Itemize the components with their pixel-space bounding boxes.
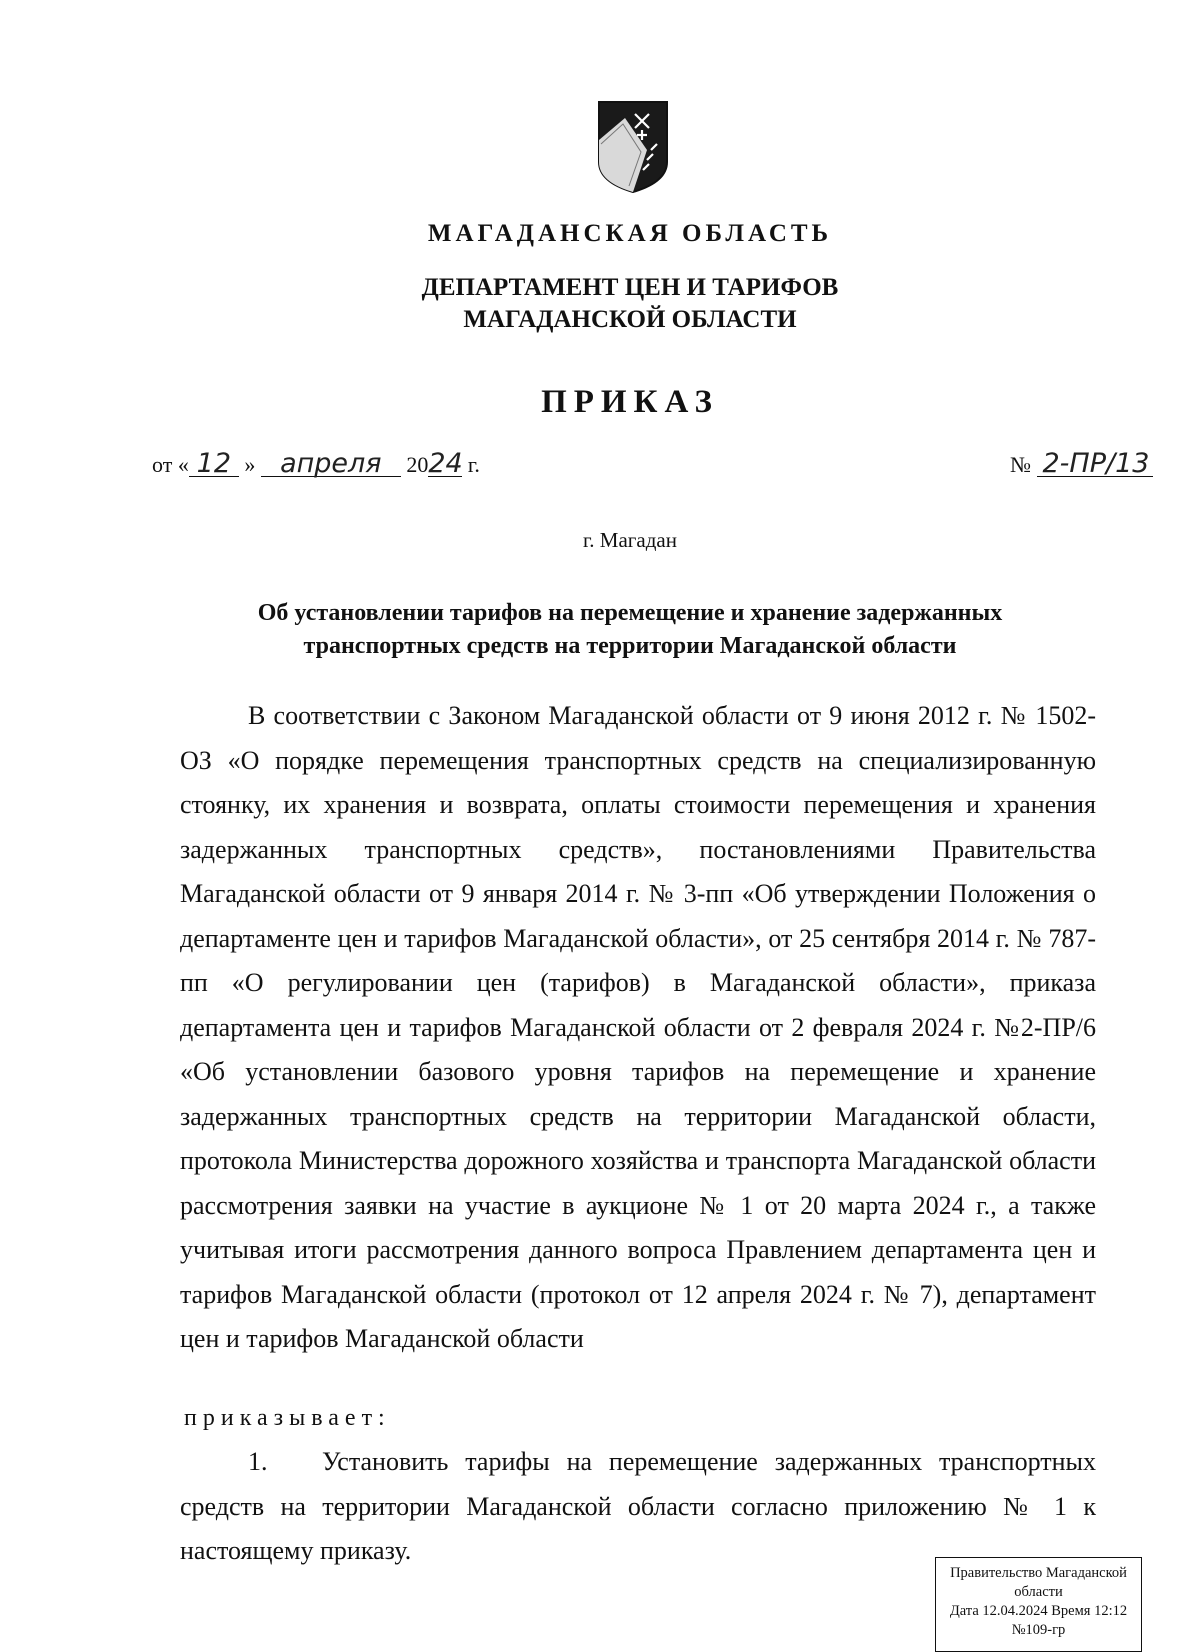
preamble-paragraph: В соответствии с Законом Магаданской области от 9 июня 2012 г. № 1502-ОЗ «О порядке перемещения транспортных средств на специализированную стоянку, их хранения и возврата, оплаты стоимости перемещения и хранения задержанных транспортных средств», постановлениями Правительства Магаданской области от 9 января 2014 г. № 3-пп «Об утверждении Положения о департаменте цен и тарифов Магаданской области», от 25 сентября 2014 г. № 787-пп «О регулировании цен (тарифов) в Магаданской области», приказа департамента цен и тарифов Магаданской области от 2 февраля 2024 г. №2-ПР/6 «Об установлении базового уровня тарифов на перемещение и хранение задержанных транспортных средств на территории Магаданской области, протокола Министерства дорожного хозяйства и транспорта Магаданской области рассмотрения заявки на участие в аукционе № 1 от 20 марта 2024 г., а также учитывая итоги рассмотрения данного вопроса Правлением департамента цен и тарифов Магаданской области (протокол от 12 апреля 2024 г. № 7), департамент цен и тарифов Магаданской области: [180, 701, 1096, 1353]
date-prefix: от «: [152, 452, 189, 477]
department-heading: [0, 272, 1200, 336]
stamp-line3: Дата 12.04.2024 Время 12:12: [949, 1603, 1128, 1619]
order-item-1: [180, 1440, 1096, 1574]
region-heading: МАГАДАНСКАЯ ОБЛАСТЬ: [427, 220, 833, 247]
order-item-1-text: Установить тарифы на перемещение задержанных транспортных средств на территории Магаданской области согласно приложению № 1 к настоящему приказу.: [180, 1447, 1096, 1565]
number-prefix: №: [1010, 452, 1031, 477]
date-day: 12: [189, 452, 239, 477]
order-item-1-number: 1.: [248, 1447, 268, 1476]
document-type-title: ПРИКАЗ: [541, 384, 719, 420]
date-year-prefix: 20: [406, 452, 429, 477]
subject-line2: транспортных средств на территории Магаданской области: [303, 633, 957, 659]
date-quote-close: »: [244, 452, 256, 477]
number-value: 2-ПР/13: [1037, 452, 1153, 477]
document-subject: [0, 597, 1200, 663]
subject-line1: Об установлении тарифов на перемещение и хранение задержанных: [257, 600, 1003, 626]
registration-stamp: [935, 1557, 1142, 1652]
stamp-line2: области: [1014, 1584, 1063, 1600]
date-year-suffix: 24: [428, 448, 463, 479]
department-heading-line1: ДЕПАРТАМЕНТ ЦЕН И ТАРИФОВ: [421, 274, 839, 301]
stamp-line1: Правительство Магаданской: [950, 1565, 1127, 1581]
stamp-line4: №109-гр: [1011, 1622, 1066, 1638]
document-number: [1010, 448, 1153, 479]
date-suffix: г.: [467, 452, 480, 477]
department-heading-line2: МАГАДАНСКОЙ ОБЛАСТИ: [463, 306, 797, 333]
date-month: апреля: [261, 452, 401, 477]
city-line: г. Магадан: [583, 528, 677, 552]
coat-of-arms-emblem: [595, 100, 671, 194]
orders-word: приказывает:: [184, 1405, 391, 1431]
document-date: [152, 448, 480, 479]
